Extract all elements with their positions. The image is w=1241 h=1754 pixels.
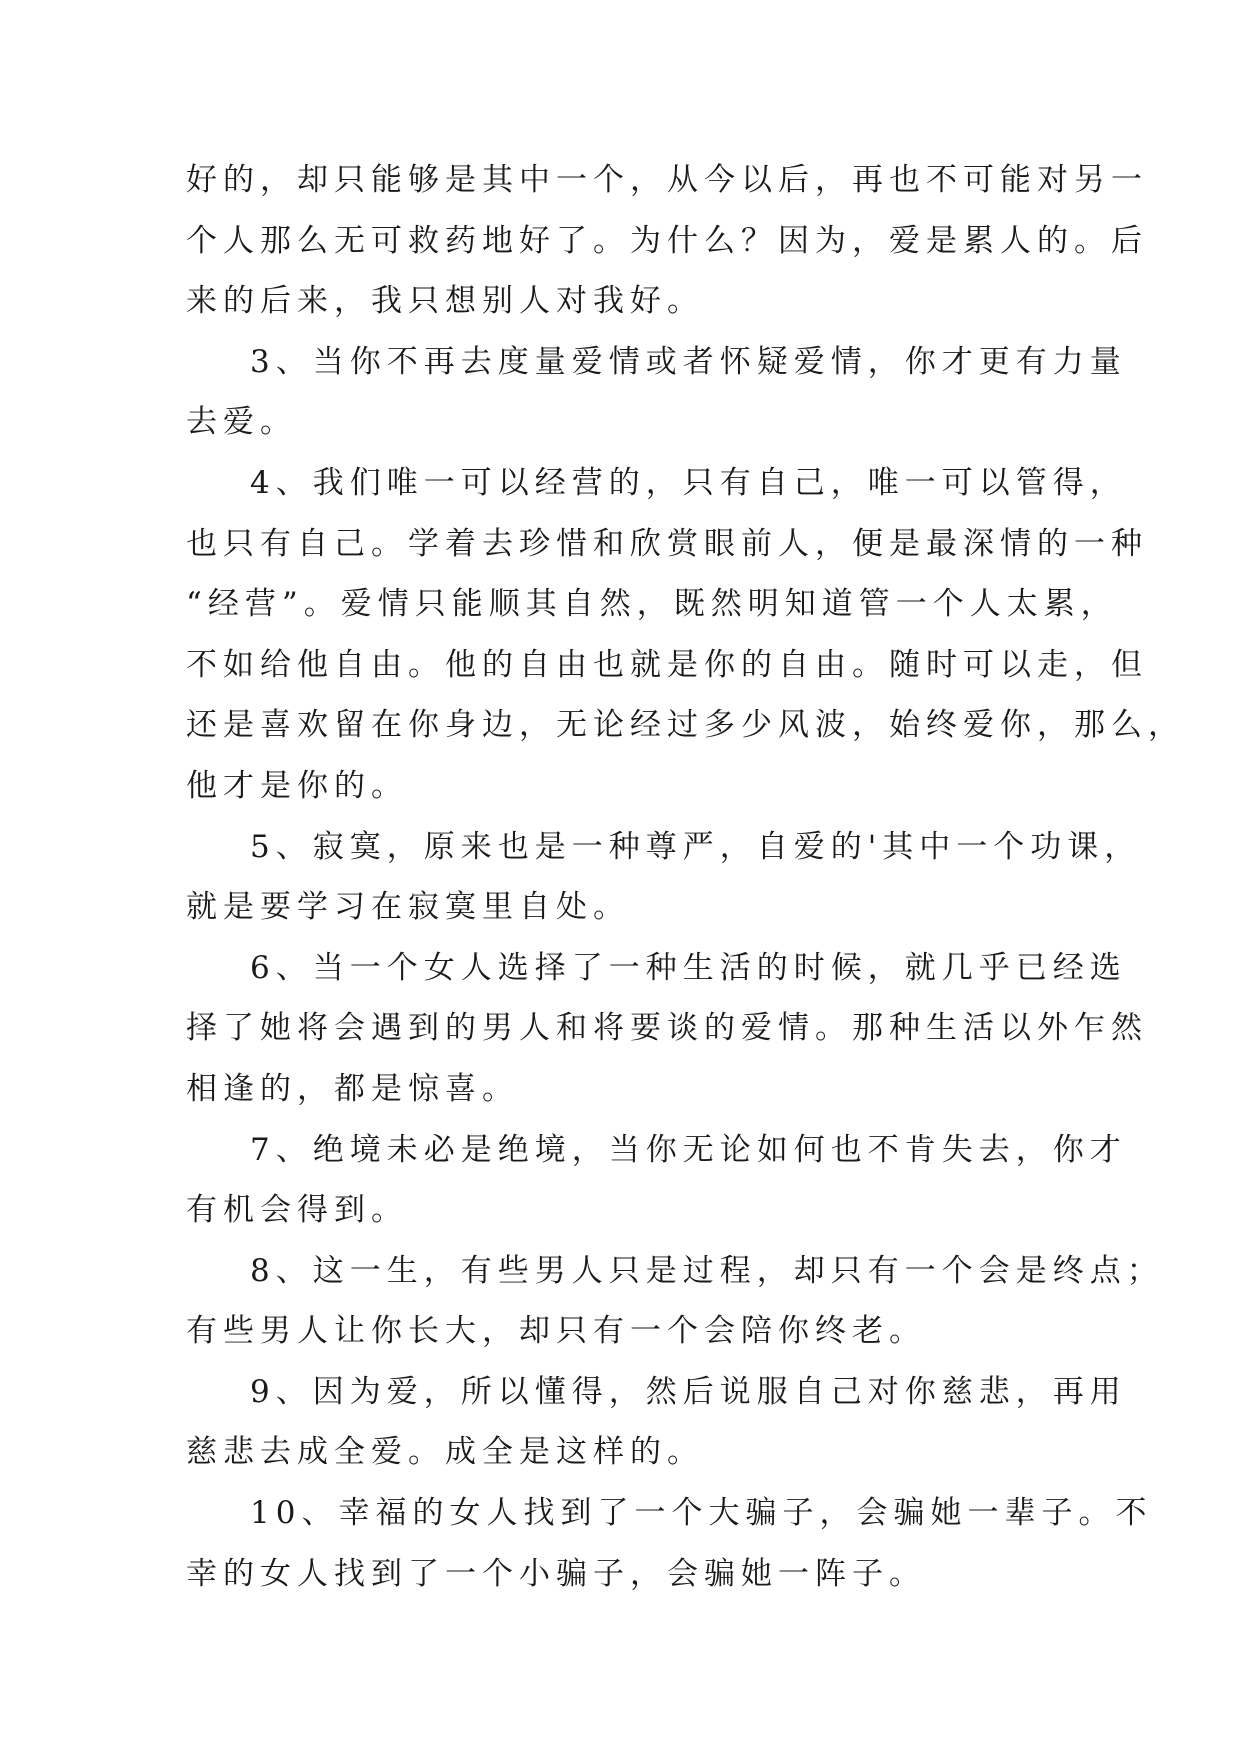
text-line: “经营”。爱情只能顺其自然，既然明知道管一个人太累， [186,586,1118,623]
paragraph-10 [186,1483,1153,1604]
paragraph-7 [186,1120,1127,1241]
text-line: 6、当一个女人选择了一种生活的时候，就几乎已经选 [250,949,1127,986]
text-line: 有些男人让你长大，却只有一个会陪你终老。 [186,1313,926,1350]
text-line: 3、当你不再去度量爱情或者怀疑爱情，你才更有力量 [250,343,1127,380]
text-line: 就是要学习在寂寞里自处。 [186,889,630,926]
text-line: 相逢的，都是惊喜。 [186,1070,519,1107]
text-line: 还是喜欢留在你身边，无论经过多少风波，始终爱你，那么， [186,707,1185,744]
paragraph-5 [186,817,1142,938]
text-line: 也只有自己。学着去珍惜和欣赏眼前人，便是最深情的一种 [186,525,1148,562]
text-line: 去爱。 [186,404,297,441]
paragraph-6 [186,938,1148,1120]
text-line: 他才是你的。 [186,767,408,804]
paragraph-continued [186,150,1148,332]
text-line: 不如给他自由。他的自由也就是你的自由。随时可以走，但 [186,646,1148,683]
document-page [186,150,1185,1604]
paragraph-8 [186,1241,1164,1362]
text-line: 慈悲去成全爱。成全是这样的。 [186,1434,704,1471]
text-line: 9、因为爱，所以懂得，然后说服自己对你慈悲，再用 [250,1373,1127,1410]
paragraph-9 [186,1362,1127,1483]
text-line: 个人那么无可救药地好了。为什么？因为，爱是累人的。后 [186,222,1148,259]
text-line: 5、寂寞，原来也是一种尊严，自爱的'其中一个功课， [250,828,1142,865]
text-line: 择了她将会遇到的男人和将要谈的爱情。那种生活以外乍然 [186,1010,1148,1047]
paragraph-4 [186,453,1185,817]
text-line: 幸的女人找到了一个小骗子，会骗她一阵子。 [186,1555,926,1592]
text-line: 10、幸福的女人找到了一个大骗子，会骗她一辈子。不 [250,1495,1153,1532]
text-line: 4、我们唯一可以经营的，只有自己，唯一可以管得， [250,464,1127,501]
text-line: 来的后来，我只想别人对我好。 [186,283,704,320]
text-line: 7、绝境未必是绝境，当你无论如何也不肯失去，你才 [250,1131,1127,1168]
text-line: 有机会得到。 [186,1192,408,1229]
paragraph-3 [186,332,1127,453]
text-line: 好的，却只能够是其中一个，从今以后，再也不可能对另一 [186,162,1148,198]
text-line: 8、这一生，有些男人只是过程，却只有一个会是终点； [250,1252,1164,1289]
